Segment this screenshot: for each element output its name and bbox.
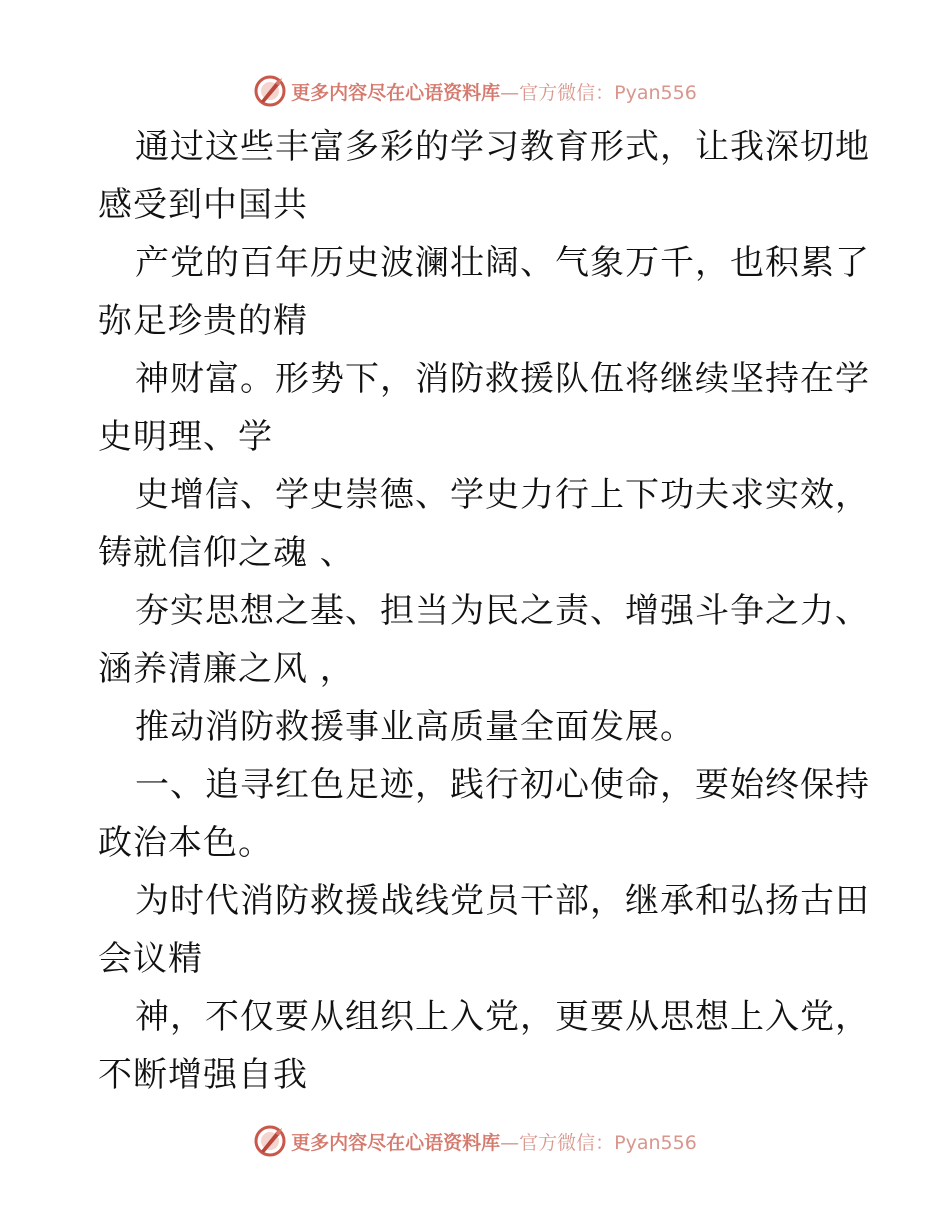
text-line: 涵养清廉之风 ， — [98, 649, 355, 689]
watermark-brand: 更多内容尽在心语资料库 — [291, 81, 501, 104]
watermark-contact: —官方微信：Pyan556 — [500, 81, 697, 104]
text-line: 产党的百年历史波澜壮阔、气象万千，也积累了 — [135, 243, 870, 283]
text-line: 一、追寻红色足迹，践行初心使命，要始终保持 — [135, 765, 870, 805]
text-line: 为时代消防救援战线党员干部，继承和弘扬古田 — [135, 881, 870, 921]
text-line: 会议精 — [98, 939, 203, 979]
text-line: 史增信、学史崇德、学史力行上下功夫求实效， — [135, 475, 870, 515]
header-watermark — [0, 71, 950, 111]
footer-watermark — [0, 1121, 950, 1161]
text-line: 神财富。形势下，消防救援队伍将继续坚持在学 — [135, 359, 870, 399]
text-line: 不断增强自我 — [98, 1055, 308, 1095]
text-line: 通过这些丰富多彩的学习教育形式，让我深切地 — [135, 127, 870, 167]
text-line: 神，不仅要从组织上入党，更要从思想上入党， — [135, 997, 870, 1037]
quill-pen-circle-icon — [253, 74, 287, 108]
watermark-text — [291, 1128, 697, 1155]
text-line: 夯实思想之基、担当为民之责、增强斗争之力、 — [135, 591, 870, 631]
text-line: 推动消防救援事业高质量全面发展。 — [135, 707, 695, 747]
text-line: 铸就信仰之魂 、 — [98, 533, 355, 573]
watermark-text — [291, 78, 697, 105]
text-line: 政治本色。 — [98, 823, 273, 863]
watermark-contact: —官方微信：Pyan556 — [500, 1131, 697, 1154]
text-line: 弥足珍贵的精 — [98, 301, 308, 341]
text-line: 感受到中国共 — [98, 185, 308, 225]
document-body — [98, 118, 870, 1104]
watermark-brand: 更多内容尽在心语资料库 — [291, 1131, 501, 1154]
quill-pen-circle-icon — [253, 1124, 287, 1158]
text-line: 史明理、学 — [98, 417, 273, 457]
